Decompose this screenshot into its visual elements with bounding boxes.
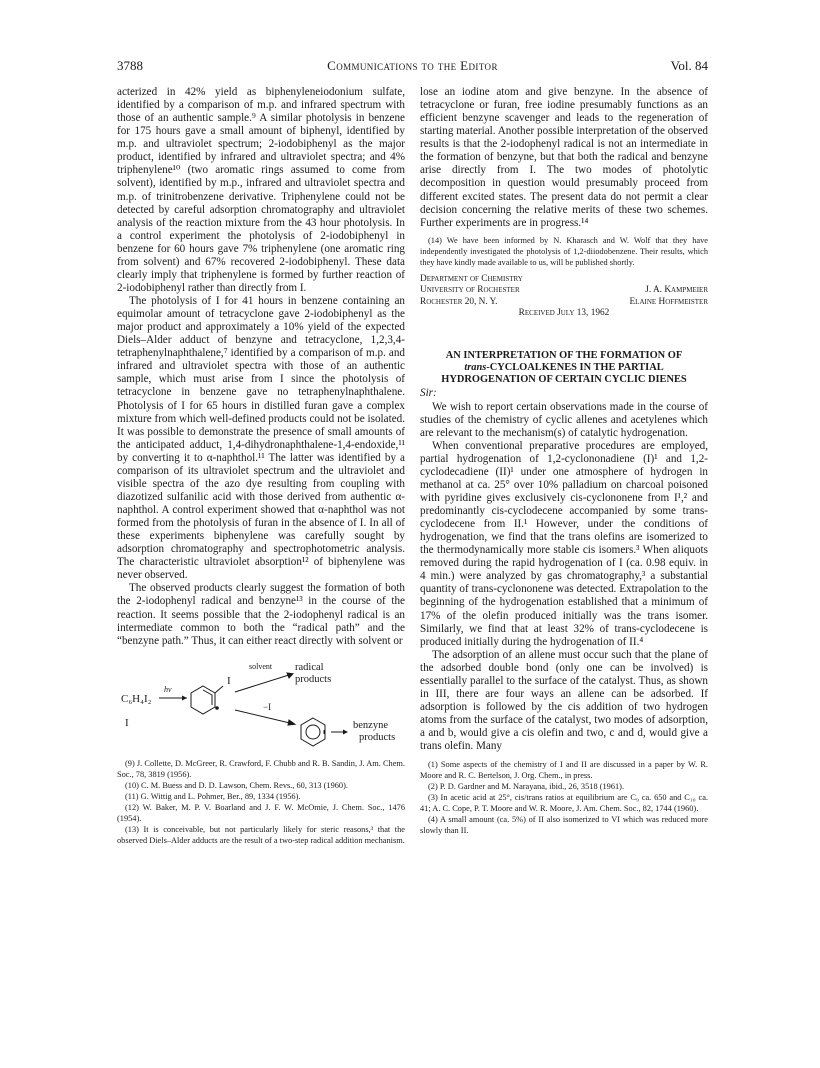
branch-arrows <box>235 673 295 725</box>
iodine-label: I <box>227 674 231 687</box>
left-column <box>117 86 405 846</box>
journal-section-title: Communications to the Editor <box>327 58 498 73</box>
right-column <box>420 86 708 836</box>
paragraph: The photolysis of I for 41 hours in benzene containing an equimolar amount of tetracyclone gave 2-iodobiphenyl as the major product and approximately a 10% yield of the expected Diels–Alder adduct of benzyne and tetracyclone, 1,2,3,4-tetraphenylnaphthalene,⁷ identified by a comparison of m.p. and infrared and ultraviolet spectra with those of an authentic sample, which must arise from I since the photolysis of tetracyclone in benzene gave no tetraphenylnaphthalene. Photolysis of I for 65 hours in distilled furan gave a complex mixture from which well-defined products could not be isolated. It was possible to demonstrate the presence of small amounts of the anticipated adduct, 1,4-dihydronaphthalene-1,4-endoxide,¹¹ by converting it to α-naphthol.¹¹ The latter was identified by a comparison of its ultraviolet spectrum and the ultraviolet and visible spectra of the azo dye resulting from coupling with diazotized sulfanilic acid with those derived from authentic α-naphthol. A control experiment showed that α-naphthol was not formed from the photolysis of furan in the absence of I. In all of these experiments biphenylene was carefully sought by adsorption chromatography and spectrophotometric analysis. The characteristic ultraviolet absorption¹² of biphenylene was never observed. <box>117 295 405 582</box>
arrow-head <box>343 729 348 734</box>
reaction-scheme <box>117 652 405 752</box>
paragraph: acterized in 42% yield as biphenyleneiodonium sulfate, identified by a comparison of m.p. and infrared spectrum with those of an authentic sample.⁹ A similar photolysis in benzene for 175 hours gave a small amount of biphenyl, identified by m.p. and ultraviolet spectrum; 2-iodobiphenyl as the major product, identified by infrared and ultraviolet spectra; and 4% triphenylene¹⁰ (two aromatic rings assumed to come from solvent), identified by m.p., infrared and ultraviolet spectra and m.p. of trinitrobenzene derivative. Triphenylene could not be detected by careful adsorption chromatography and ultraviolet analysis of the reaction mixture from the 43 hour photolysis. In a control experiment the photolysis of 2-iodobiphenyl in benzene for 60 hours gave 7% triphenylene (one aromatic ring from solvent) and 67% recovered 2-iodobiphenyl. These data clearly imply that triphenylene is formed by further reaction of 2-iodobiphenyl rather than directly from I. <box>117 86 405 294</box>
page-number: 3788 <box>117 58 143 73</box>
paragraph: lose an iodine atom and give benzyne. In the absence of tetracyclone or furan, free iodine presumably functions as an efficient benzyne scavenger and leads to the regeneration of starting material. Another possible interpretation of the observed results is that the 2-iodophenyl radical is not an intermediate in the formation of benzyne, but that both the radical and benzyne arise directly from I. The two modes of photolytic decomposition in question would presumably proceed from different excited states. The present data do not permit a clear decision concerning the relative merits of these two schemes. Further experiments are in progress.¹⁴ <box>420 86 708 229</box>
footnotes <box>420 759 708 836</box>
paragraph: The observed products clearly suggest the formation of both the 2-iodophenyl radical and benzyne¹³ in the course of the reaction. It seems possible that the 2-iodophenyl radical is an intermediate common to both the “radical path” and the “benzyne path.” Thus, it can either react directly with solvent or <box>117 582 405 647</box>
paragraph: We wish to report certain observations made in the course of studies of the chemistry of cyclic allenes and acetylenes which are relevant to the mechanism(s) of catalytic hydrogenation. <box>420 400 708 439</box>
footnote: (2) P. D. Gardner and M. Narayana, ibid., 26, 3518 (1961). <box>428 782 625 792</box>
author: J. A. Kampmeier <box>645 285 708 296</box>
article-title: AN INTERPRETATION OF THE FORMATION OF trans-CYCLOALKENES IN THE PARTIAL HYDROGENATION OF CERTAIN CYCLIC DIENES <box>441 350 687 385</box>
running-header <box>117 57 708 75</box>
author: Elaine Hoffmeister <box>629 296 708 307</box>
benzyne-products-label: benzyne products <box>353 719 396 743</box>
university: University of Rochester <box>420 285 520 296</box>
reactant-formula: C₆H₄I₂ <box>121 692 152 705</box>
received-date: Received July 13, 1962 <box>518 308 610 319</box>
hv-label: hν <box>164 684 172 694</box>
city: Rochester 20, N. Y. <box>420 296 498 307</box>
benzyne-ring-icon <box>301 718 325 746</box>
iodophenyl-ring-icon <box>191 686 223 714</box>
paragraph: The adsorption of an allene must occur such that the plane of the adsorbed double bond (only one can be involved) is essentially parallel to the surface of the catalyst. Thus, as shown in III, there are four ways an allene can be adsorbed. If adsorption is followed by the cis addition of two hydrogen atoms from the surface of the catalyst, two modes of adsorption, a and b, would give a cis olefin and two, c and d, would give a trans olefin. Many <box>420 648 708 753</box>
footnote: (14) We have been informed by N. Kharasch and W. Wolf that they have independently investigated the photolysis of 1,2-diiodobenzene. Their results, which they have kindly made available to us, will be published shortly. <box>420 235 708 267</box>
paragraph: When conventional preparative procedures are employed, partial hydrogenation of 1,2-cyclononadiene (I)¹ and 1,2-cyclodecadiene (II)¹ under one atmosphere of hydrogen in methanol at ca. 25° over 10% palladium on charcoal poisoned with pyridine gives exclusively cis-cyclononene from I¹,² and predominantly cis-cyclodecene accompanied by some trans-cyclodecene from II.¹ However, under the conditions of hydrogenation, we find that the trans olefins are isomerized to the thermodynamically more stable cis isomers.³ When aliquots removed during the rapid hydrogenation of I (ca. 0.98 equiv. in 4 min.) were analyzed by gas chromatography,³ a substantial quantity of trans-cyclononene was detected. Extrapolation to the beginning of the hydrogenation established that a minimum of 17% of the olefin produced initially was the trans isomer. Similarly, we find that at least 32% of trans-cyclodecene is produced initially during the hydrogenation of II.⁴ <box>420 439 708 648</box>
arrow-head <box>182 695 187 700</box>
footnote: (13) It is conceivable, but not particularly likely for steric reasons,³ that the observed Diels–Alder adducts are the result of a two-step radical addition mechanism. <box>117 824 405 845</box>
solvent-label: solvent <box>249 661 273 671</box>
footnote: (10) C. M. Buess and D. D. Lawson, Chem. Revs., 60, 313 (1960). <box>125 780 348 790</box>
footnote: (9) J. Collette, D. McGreer, R. Crawford, F. Chubb and R. B. Sandin, J. Am. Chem. Soc., 78, 3819 (1956). <box>117 758 405 779</box>
footnote: (11) G. Wittig and L. Pohmer, Ber., 89, 1334 (1956). <box>125 791 301 801</box>
salutation: Sir: <box>420 387 437 400</box>
department: Department of Chemistry <box>420 273 523 284</box>
footnotes <box>420 235 708 268</box>
volume-number: Vol. 84 <box>670 58 708 73</box>
affiliation-block <box>420 274 708 320</box>
reactant-label: I <box>125 716 129 729</box>
footnote: (12) W. Baker, M. P. V. Boarland and J. F. W. McOmie, J. Chem. Soc., 1476 (1954). <box>117 802 405 823</box>
reaction-scheme-drawing <box>117 652 405 752</box>
footnote: (4) A small amount (ca. 5%) of II also isomerized to VI which was reduced more slowly than II. <box>420 815 708 836</box>
footnotes <box>117 758 405 846</box>
footnote: (3) In acetic acid at 25°, cis/trans ratios at equilibrium are C₉ ca. 650 and C₁₀ ca. 41; A. C. Cope, P. T. Moore and W. R. Moore, J. Am. Chem. Soc., 82, 1744 (1960). <box>420 793 708 814</box>
footnote: (1) Some aspects of the chemistry of I and II are discussed in a paper by W. R. Moore and R. C. Bertelson, J. Org. Chem., in press. <box>420 760 708 781</box>
minus-iodine-label: −I <box>263 701 272 712</box>
radical-products-label: radical products <box>295 661 332 685</box>
